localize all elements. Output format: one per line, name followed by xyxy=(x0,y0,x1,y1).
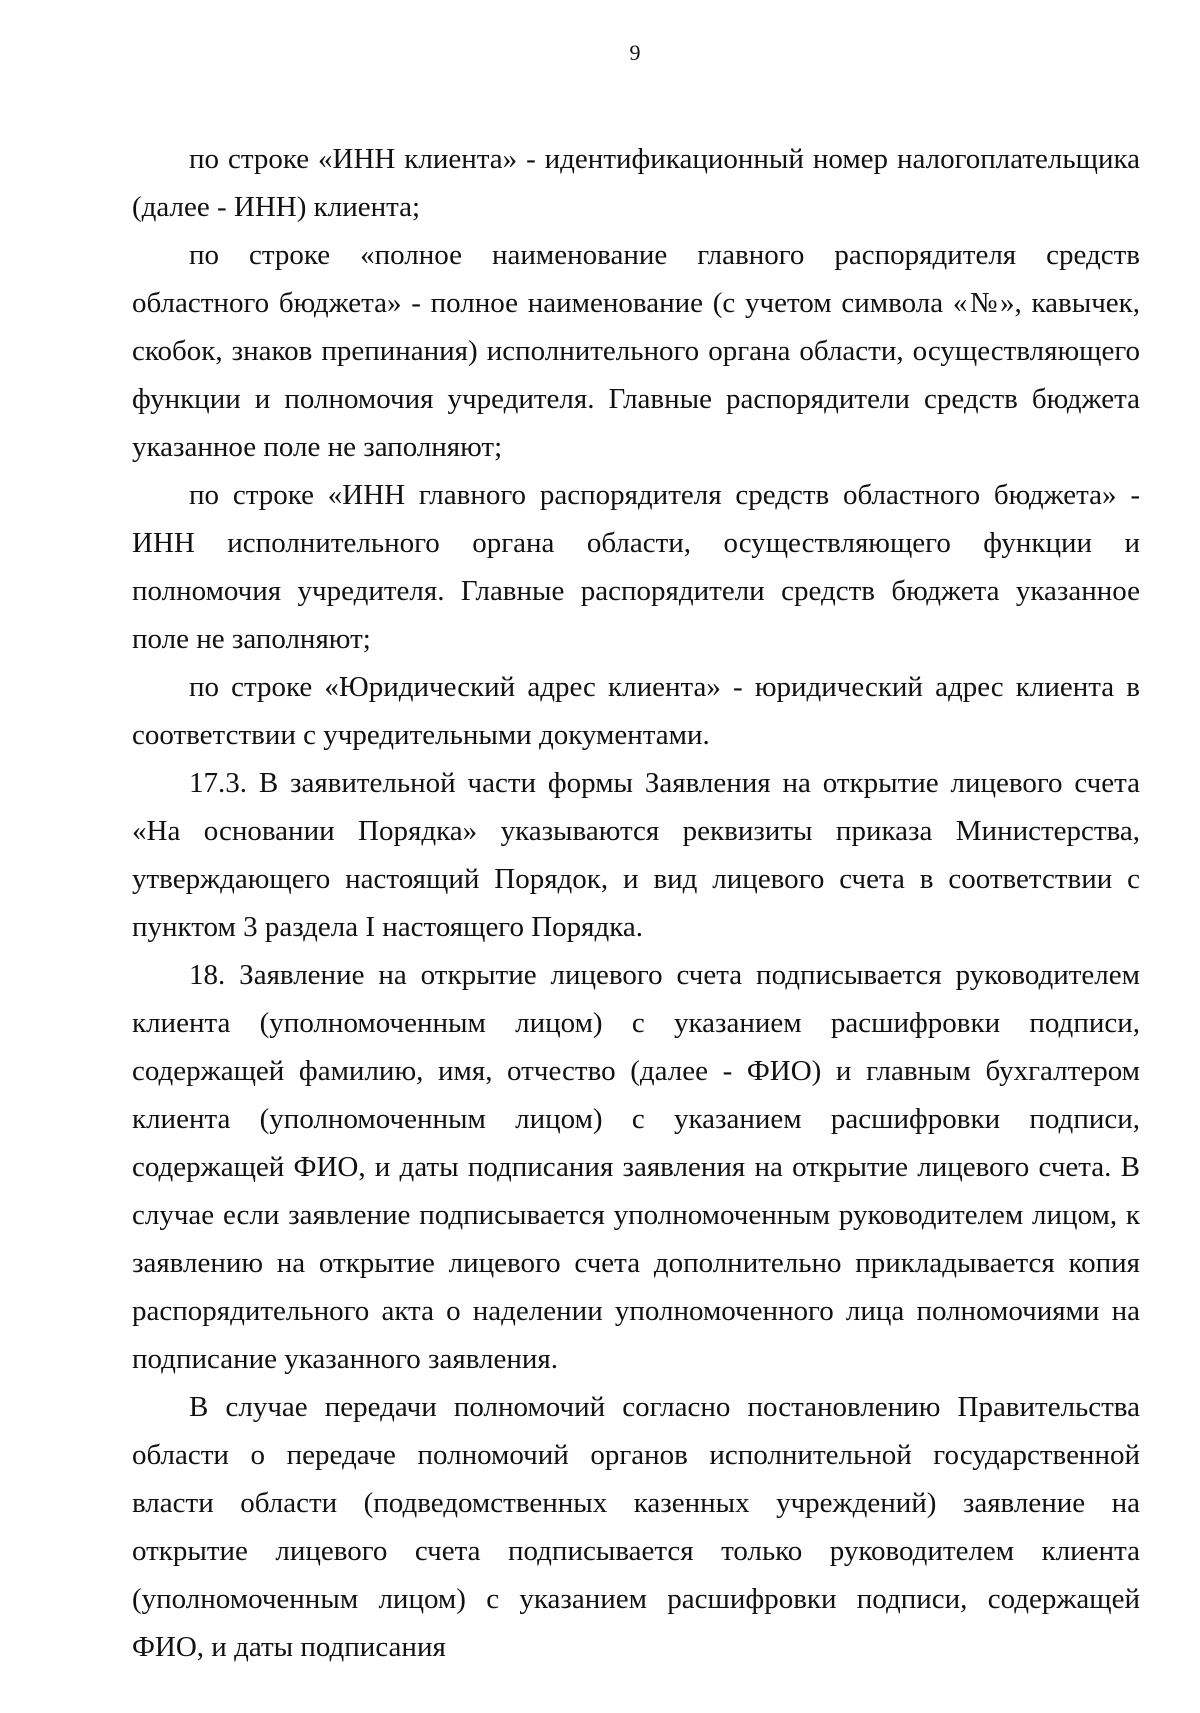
page-number: 9 xyxy=(629,40,641,65)
paragraph-17-3: 17.3. В заявительной части формы Заявления на открытие лицевого счета «На основании Порядка» указываются реквизиты приказа Министерства, утверждающего настоящий Порядок, и вид лицевого счета в соответствии с пунктом 3 раздела I настоящего Порядка. xyxy=(132,767,1140,943)
paragraph-main-manager-inn: по строке «ИНН главного распорядителя средств областного бюджета» - ИНН исполнительного органа области, осуществляющего функции и полномочия учредителя. Главные распорядители средств бюджета указанное поле не заполняют; xyxy=(132,479,1140,655)
paragraph-18: 18. Заявление на открытие лицевого счета подписывается руководителем клиента (уполномоченным лицом) с указанием расшифровки подписи, содержащей фамилию, имя, отчество (далее - ФИО) и главным бухгалтером клиента (уполномоченным лицом) с указанием расшифровки подписи, содержащей ФИО, и даты подписания заявления на открытие лицевого счета. В случае если заявление подписывается уполномоченным руководителем лицом, к заявлению на открытие лицевого счета дополнительно прикладывается копия распорядительного акта о наделении уполномоченного лица полномочиями на подписание указанного заявления. xyxy=(132,959,1140,1375)
document-body xyxy=(132,135,1140,1671)
paragraph-inn-client: по строке «ИНН клиента» - идентификационный номер налогоплательщика (далее - ИНН) клиента; xyxy=(132,143,1140,223)
paragraph-main-manager-name: по строке «полное наименование главного распорядителя средств областного бюджета» - полное наименование (с учетом символа «№», кавычек, скобок, знаков препинания) исполнительного органа области, осуществляющего функции и полномочия учредителя. Главные распорядители средств бюджета указанное поле не заполняют; xyxy=(132,239,1140,463)
paragraph-authority-transfer: В случае передачи полномочий согласно постановлению Правительства области о передаче полномочий органов исполнительной государственной власти области (подведомственных казенных учреждений) заявление на открытие лицевого счета подписывается только руководителем клиента (уполномоченным лицом) с указанием расшифровки подписи, содержащей ФИО, и даты подписания xyxy=(132,1391,1140,1663)
paragraph-legal-address: по строке «Юридический адрес клиента» - юридический адрес клиента в соответствии с учредительными документами. xyxy=(132,671,1140,751)
